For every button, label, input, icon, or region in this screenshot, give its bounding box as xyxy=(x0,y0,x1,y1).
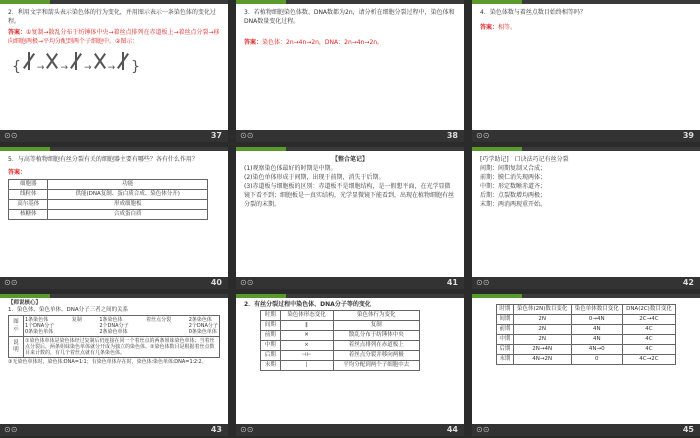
slide-footer xyxy=(472,424,700,436)
table-cell: 供能(DNA复制、蛋白质合成、染色体分开) xyxy=(48,190,208,200)
nav-icon[interactable]: ⊙⊙ xyxy=(240,425,254,434)
table-cell: 4C xyxy=(622,345,675,355)
table-header: 功能 xyxy=(48,180,208,190)
note-line: (1)观察染色体最好的时期是中期。 xyxy=(244,165,337,172)
table-cell: 复制 xyxy=(333,321,420,331)
table-cell: 0 xyxy=(571,355,622,365)
nav-icon[interactable]: ⊙⊙ xyxy=(4,278,18,287)
section-title: 【师说核心】 xyxy=(8,300,42,306)
table-cell: 2N xyxy=(513,315,571,325)
section-title: [巧学助记] 口诀法巧记有丝分裂 xyxy=(480,156,569,163)
table-cell: 2N xyxy=(513,335,571,345)
table-cell: 末期 xyxy=(261,361,281,371)
table-cell: 4C→2C xyxy=(622,355,675,365)
table-cell: 着丝点分裂并移向两极 xyxy=(333,351,420,361)
answer-label: 答案： xyxy=(480,24,499,31)
question-text: 4．染色体数与着丝点数目始终相等吗？ xyxy=(480,9,586,16)
mnemonic-line: 后期：点裂数增均两极； xyxy=(480,192,547,199)
count-table xyxy=(496,304,676,365)
slide-header-bar xyxy=(472,0,700,4)
table-row xyxy=(261,351,420,361)
table-row xyxy=(261,341,420,351)
page-number: 40 xyxy=(210,278,222,287)
table-cell: 后期 xyxy=(261,351,281,361)
slide-44[interactable] xyxy=(236,294,464,436)
table-cell: 4N→2N xyxy=(513,355,571,365)
page-number: 43 xyxy=(210,425,222,434)
slide-footer xyxy=(236,424,464,436)
slide-header-bar xyxy=(0,294,228,298)
answer-label: 答案： xyxy=(8,29,27,36)
section-title: 2．有丝分裂过程中染色体、DNA分子等的变化 xyxy=(244,301,371,308)
table-header: 时期 xyxy=(261,311,281,321)
note-line: (2)染色单体形成于间期，出现于前期，消失于后期。 xyxy=(244,174,385,181)
slide-footer xyxy=(236,277,464,289)
chromosome-shape-icon: ‖ xyxy=(280,321,333,331)
table-row xyxy=(497,355,676,365)
page-number: 38 xyxy=(446,131,458,140)
table-cell: 散乱分布于纺锤体中央 xyxy=(333,331,420,341)
table-header: 染色体行为变化 xyxy=(333,311,420,321)
slide-footer xyxy=(0,277,228,289)
answer-text: 相等。 xyxy=(498,24,517,31)
table-row xyxy=(497,335,676,345)
page-number: 42 xyxy=(682,278,694,287)
stage-label-replicate: 复制 xyxy=(71,317,82,323)
slide-43[interactable] xyxy=(0,294,228,436)
stage-label-split: 着丝点分裂 xyxy=(146,317,172,323)
chromosome-shape-icon: ⨯ xyxy=(280,341,333,351)
table-cell: 4C xyxy=(622,325,675,335)
nav-icon[interactable]: ⊙⊙ xyxy=(4,425,18,434)
nav-icon[interactable]: ⊙⊙ xyxy=(240,131,254,140)
diagram-label: 图示 xyxy=(9,316,24,337)
slide-header-bar xyxy=(236,147,464,151)
table-cell: 平均分配到两个子细胞中去 xyxy=(333,361,420,371)
slide-39[interactable] xyxy=(472,0,700,142)
table-row xyxy=(497,325,676,335)
slide-header-bar xyxy=(472,147,700,151)
question-text: 3．若植物细胞染色体数、DNA数都为2n，请分析在细胞分裂过程中，染色体和DNA数量变化过程。 xyxy=(244,9,455,25)
question-text: 2．利用文字和箭头表示染色体的行为变化，并用图示表示一条染色体的变化过程。 xyxy=(8,9,216,25)
table-cell: 2N→4N xyxy=(513,345,571,355)
slide-37[interactable] xyxy=(0,0,228,142)
table-cell: 核糖体 xyxy=(9,210,48,220)
answer-text: 染色体：2n→4n→2n，DNA：2n→4n→2n。 xyxy=(262,39,384,46)
stage-caption: 1条染色体 2个DNA分子 2条染色单体 xyxy=(99,317,129,335)
stage-caption: 2条染色体 2个DNA分子 0条染色单体 xyxy=(188,317,218,335)
nav-icon[interactable]: ⊙⊙ xyxy=(476,278,490,287)
slide-42[interactable] xyxy=(472,147,700,289)
table-cell: 间期 xyxy=(497,315,514,325)
chromosome-diagram: { → → → → } xyxy=(8,52,220,73)
page-number: 45 xyxy=(682,425,694,434)
table-cell: 间期 xyxy=(261,321,281,331)
table-cell: 中期 xyxy=(497,335,514,345)
table-header: 染色体形态变化 xyxy=(280,311,333,321)
nav-icon[interactable]: ⊙⊙ xyxy=(4,131,18,140)
nav-icon[interactable]: ⊙⊙ xyxy=(476,425,490,434)
table-row xyxy=(261,321,420,331)
answer-label: 答案： xyxy=(244,39,263,46)
answer-label: 答案： xyxy=(8,169,27,176)
table-cell: 4N→0 xyxy=(571,345,622,355)
mnemonic-line: 末期：两消两现重开始。 xyxy=(480,201,547,208)
chromosome-shape-icon: ⊣⊢ xyxy=(280,351,333,361)
phase-table xyxy=(260,310,420,371)
slide-header-bar xyxy=(0,147,228,151)
table-row xyxy=(9,210,208,220)
table-cell: 4N xyxy=(571,325,622,335)
table-cell: 0→4N xyxy=(571,315,622,325)
organelle-table xyxy=(8,179,208,220)
slide-38[interactable] xyxy=(236,0,464,142)
mnemonic-line: 中期：形定数晰赤道齐； xyxy=(480,183,547,190)
table-row xyxy=(497,315,676,325)
table-row xyxy=(261,361,420,371)
question-text: 5．与高等植物细胞有丝分裂有关的细胞器主要有哪些？各有什么作用？ xyxy=(8,156,198,163)
slide-header-bar xyxy=(236,294,464,298)
relation-table xyxy=(8,315,220,358)
table-cell: 后期 xyxy=(497,345,514,355)
slide-40[interactable] xyxy=(0,147,228,289)
mnemonic-line: 间期：间期复制又合成； xyxy=(480,165,547,172)
note-line: (3)赤道板与细胞板的区别：赤道板不是细胞结构，是一假想平面，在光学显微镜下看不到；细胞板是一真实结构，光学显微镜下能看到，出现在植物细胞有丝分裂的末期。 xyxy=(244,183,455,208)
page-number: 44 xyxy=(446,425,458,434)
table-cell: 4N xyxy=(571,335,622,345)
slide-41[interactable] xyxy=(236,147,464,289)
slide-footer xyxy=(0,130,228,142)
slide-header-bar xyxy=(472,294,700,298)
slide-header-bar xyxy=(0,0,228,4)
page-number: 37 xyxy=(210,131,222,140)
ratio-note: ③无染色单体时，染色体∶DNA=1∶1；有染色单体存在时，染色体∶染色单体∶DNA=1∶2∶2。 xyxy=(8,359,207,365)
table-cell: 高尔基体 xyxy=(9,200,48,210)
slide-header-bar xyxy=(236,0,464,4)
table-row xyxy=(261,331,420,341)
description-text: ①染色体单体是染色体经过复制后仍连接在同一个着丝点的两条姐妹染色单体；当着丝点分裂后，两条姐妹染色单体就分开成为独立的染色体。②染色体数目是根据着丝点数目来计数的，有几个着丝点就有几条染色体。 xyxy=(24,337,220,358)
table-header: 染色单体数目变化 xyxy=(571,305,622,315)
table-row xyxy=(9,190,208,200)
nav-icon[interactable]: ⊙⊙ xyxy=(476,131,490,140)
table-row xyxy=(497,345,676,355)
section-title: 【整合笔记】 xyxy=(331,156,368,163)
table-cell: 前期 xyxy=(261,331,281,341)
table-header: 时期 xyxy=(497,305,514,315)
slide-footer xyxy=(472,277,700,289)
mnemonic-line: 前期：膜仁消失现两体； xyxy=(480,174,547,181)
chromosome-shape-icon: ∣ xyxy=(280,361,333,371)
table-cell: 线粒体 xyxy=(9,190,48,200)
table-cell: 合成蛋白质 xyxy=(48,210,208,220)
slide-footer xyxy=(472,130,700,142)
table-cell: 前期 xyxy=(497,325,514,335)
table-cell: 末期 xyxy=(497,355,514,365)
subheading: 1．染色体、染色单体、DNA分子三者之间的关系 xyxy=(8,307,129,313)
table-header: 细胞器 xyxy=(9,180,48,190)
table-cell: 2N xyxy=(513,325,571,335)
table-row xyxy=(9,200,208,210)
answer-text: ①复制→散乱分布于纺锤体中央→着丝点排列在赤道板上→着丝点分裂→移向细胞两极→平均分配到两个子细胞中。②图示： xyxy=(8,29,220,45)
page-number: 39 xyxy=(682,131,694,140)
table-cell: 形成细胞板 xyxy=(48,200,208,210)
page-number: 41 xyxy=(446,278,458,287)
table-cell: 着丝点排列在赤道板上 xyxy=(333,341,420,351)
desc-label: 说明 xyxy=(9,337,24,358)
slide-footer xyxy=(236,130,464,142)
table-header: DNA(2C)数目变化 xyxy=(622,305,675,315)
table-cell: 中期 xyxy=(261,341,281,351)
slide-footer xyxy=(0,424,228,436)
chromosome-shape-icon: ✕ xyxy=(280,331,333,341)
table-header: 染色体(2N)数目变化 xyxy=(513,305,571,315)
slide-45[interactable] xyxy=(472,294,700,436)
table-cell: 4C xyxy=(622,335,675,345)
nav-icon[interactable]: ⊙⊙ xyxy=(240,278,254,287)
table-cell: 2C→4C xyxy=(622,315,675,325)
stage-caption: 1条染色体 1个DNA分子 0条染色单体 xyxy=(25,317,55,335)
